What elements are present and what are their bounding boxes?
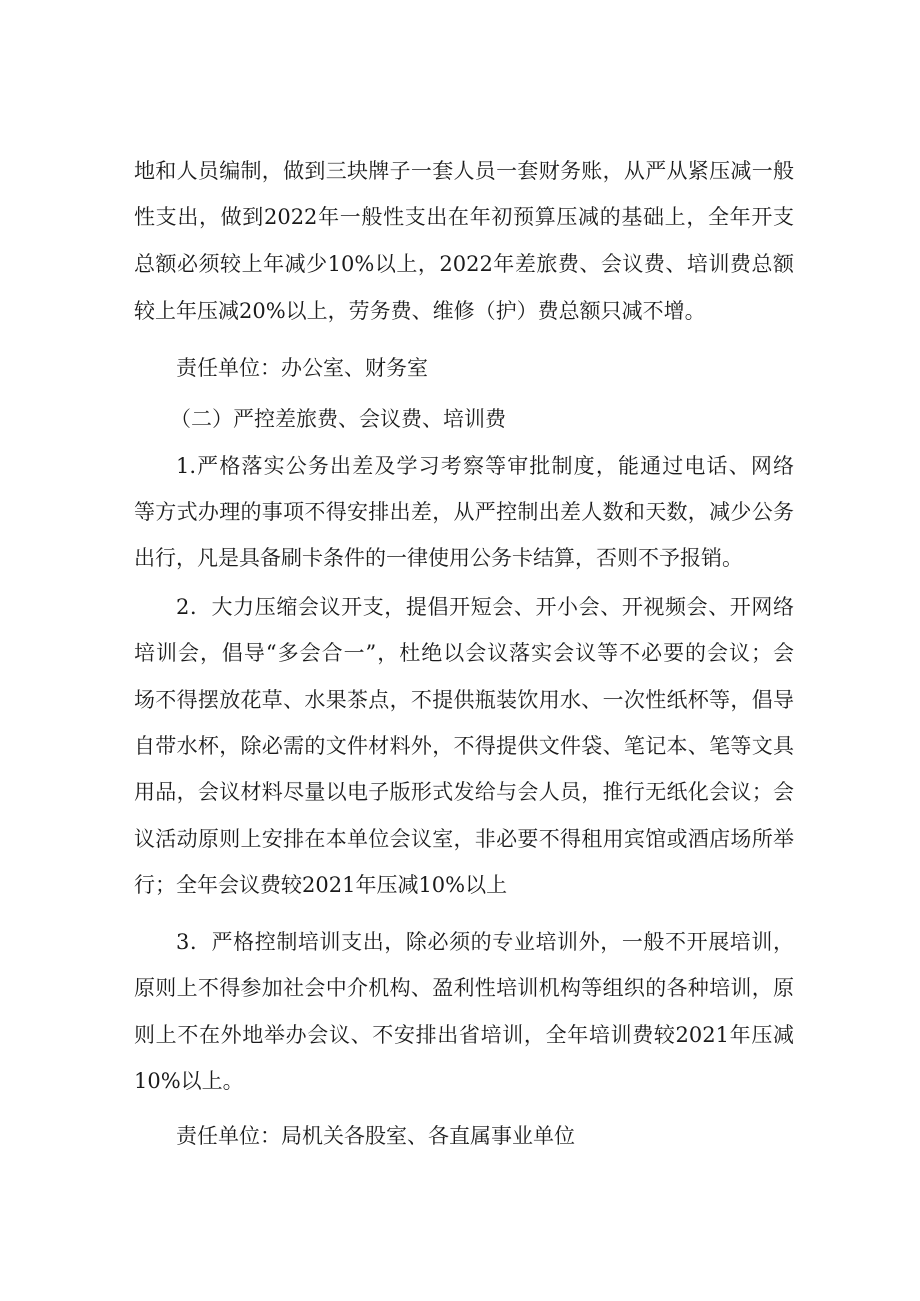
paragraph-line: 较上年压减20%以上，劳务费、维修（护）费总额只减不增。 bbox=[134, 299, 706, 323]
paragraph-line: 场不得摆放花草、水果茶点，不提供瓶装饮用水、一次性纸杯等，倡导 bbox=[134, 688, 794, 712]
paragraph-line: 3．严格控制培训支出，除必须的专业培训外，一般不开展培训， bbox=[176, 930, 794, 954]
paragraph-line: 10%以上。 bbox=[134, 1069, 244, 1093]
paragraph-line: 出行，凡是具备刷卡条件的一律使用公务卡结算，否则不予报销。 bbox=[134, 546, 743, 570]
paragraph-line: 则上不在外地举办会议、不安排出省培训，全年培训费较2021年压减 bbox=[134, 1023, 794, 1047]
responsible-unit-line: 责任单位：局机关各股室、各直属事业单位 bbox=[176, 1124, 575, 1148]
paragraph-line: 2．大力压缩会议开支，提倡开短会、开小会、开视频会、开网络 bbox=[176, 595, 794, 619]
paragraph-line: 自带水杯，除必需的文件材料外，不得提供文件袋、笔记本、笔等文具 bbox=[134, 734, 794, 758]
paragraph-line: 地和人员编制，做到三块牌子一套人员一套财务账，从严从紧压减一般 bbox=[134, 159, 794, 183]
paragraph-line: 用品，会议材料尽量以电子版形式发给与会人员，推行无纸化会议；会 bbox=[134, 780, 794, 804]
paragraph-line: 性支出，做到2022年一般性支出在年初预算压减的基础上，全年开支 bbox=[134, 205, 794, 229]
paragraph-line: 1.严格落实公务出差及学习考察等审批制度，能通过电话、网络 bbox=[176, 454, 794, 478]
paragraph-line: 培训会，倡导“多会合一”，杜绝以会议落实会议等不必要的会议；会 bbox=[134, 641, 794, 665]
responsible-unit-line: 责任单位：办公室、财务室 bbox=[176, 356, 428, 380]
paragraph-line: 议活动原则上安排在本单位会议室，非必要不得租用宾馆或酒店场所举 bbox=[134, 827, 794, 851]
section-heading: （二）严控差旅费、会议费、培训费 bbox=[170, 407, 506, 431]
paragraph-line: 行；全年会议费较2021年压减10%以上 bbox=[134, 873, 508, 897]
paragraph-line: 总额必须较上年减少10%以上，2022年差旅费、会议费、培训费总额 bbox=[134, 252, 794, 276]
paragraph-line: 原则上不得参加社会中介机构、盈利性培训机构等组织的各种培训，原 bbox=[134, 976, 794, 1000]
paragraph-line: 等方式办理的事项不得安排出差，从严控制出差人数和天数，减少公务 bbox=[134, 500, 794, 524]
